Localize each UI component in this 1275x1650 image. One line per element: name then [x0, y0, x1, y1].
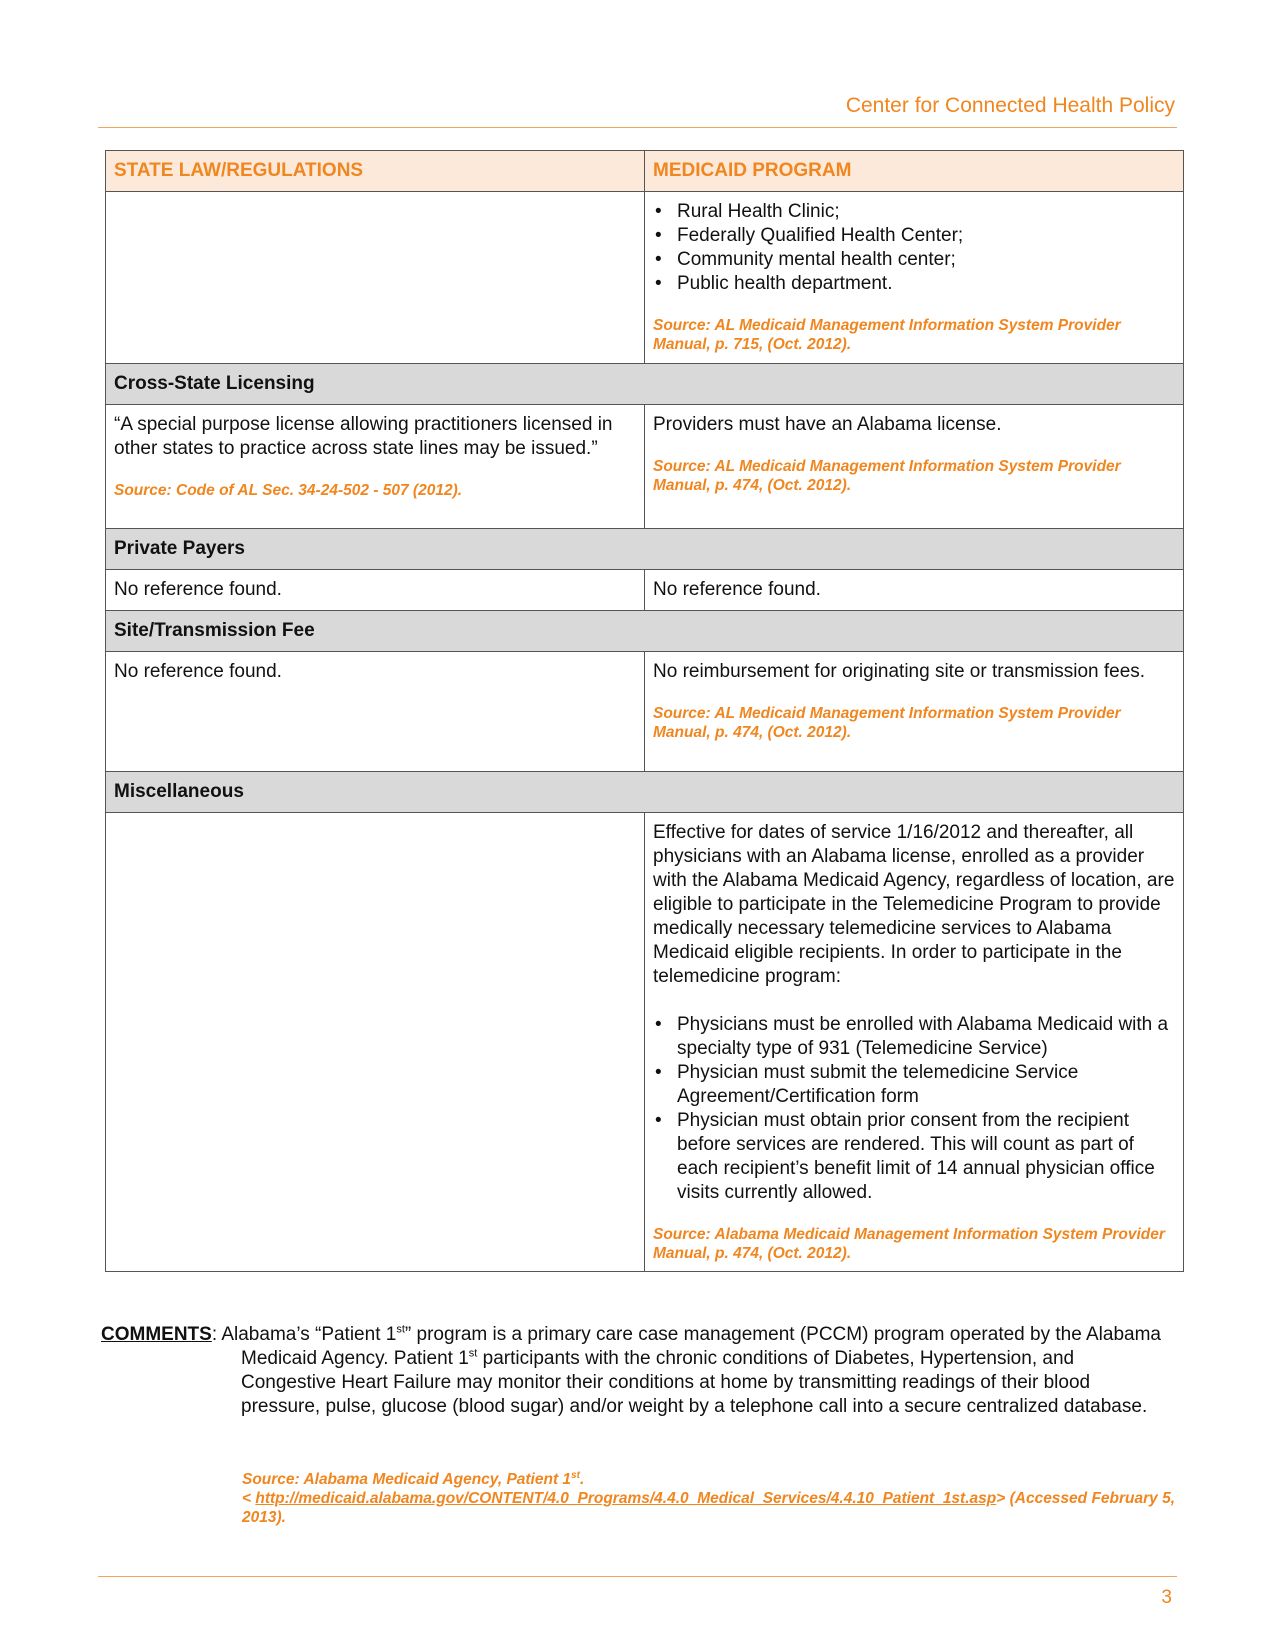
empty-cell [106, 813, 645, 1272]
section-header-row [106, 772, 1184, 813]
source-text: < [242, 1490, 256, 1507]
section-header-row [106, 364, 1184, 405]
source-text: > (Accessed February 5, 2013). [242, 1490, 1176, 1526]
list-item: • Physicians must be enrolled with Alabama Medicaid with a specialty type of 931 (Telemedicine Service) [677, 1013, 1175, 1061]
list-item: • Community mental health center; [677, 248, 1175, 272]
source-link[interactable]: http://medicaid.alabama.gov/CONTENT/4.0_Programs/4.4.0_Medical_Services/4.4.10_Patient_1st.asp [255, 1490, 997, 1507]
footer-divider [98, 1576, 1177, 1577]
cell-text: “A special purpose license allowing practitioners licensed in other states to practice across state lines may be issued.” [114, 414, 613, 459]
section-title-cross-state-licensing: Cross-State Licensing [106, 364, 1184, 405]
medicaid-cell [645, 570, 1184, 611]
superscript: st [571, 1469, 580, 1481]
comments-text: participants with the chronic conditions of Diabetes, Hypertension, and Congestive Heart Failure may monitor their conditions at home by transmitting readings of their blood pressure, pulse, glucose (blood sugar) and/or weight by a telephone call into a secure centralized database. [241, 1348, 1148, 1417]
table-row [106, 192, 1184, 364]
list-item: • Physician must submit the telemedicine Service Agreement/Certification form [677, 1061, 1175, 1109]
list-item: • Public health department. [677, 272, 1175, 296]
medicaid-cell [645, 405, 1184, 529]
comments-label: COMMENTS [101, 1324, 212, 1345]
source-citation: Source: AL Medicaid Management Information System Provider Manual, p. 474, (Oct. 2012). [653, 458, 1121, 494]
list-item: • Rural Health Clinic; [677, 200, 1175, 224]
column-header-medicaid: MEDICAID PROGRAM [645, 151, 1184, 192]
list-item: • Physician must obtain prior consent from the recipient before services are rendered. This will count as part of each recipient’s benefit limit of 14 annual physician office visits currently allowed. [677, 1109, 1175, 1205]
table-header-row [106, 151, 1184, 192]
section-title-site-transmission-fee: Site/Transmission Fee [106, 611, 1184, 652]
comments-colon: : [211, 1324, 222, 1345]
section-header-row [106, 611, 1184, 652]
cell-text: No reference found. [114, 661, 282, 682]
telehealth-policy-table [105, 150, 1184, 1272]
cell-text: Providers must have an Alabama license. [653, 414, 1002, 435]
section-header-row [106, 529, 1184, 570]
medicaid-cell [645, 192, 1184, 364]
source-text: Source: Alabama Medicaid Agency, Patient 1 [242, 1471, 572, 1488]
superscript: st [396, 1323, 405, 1336]
requirements-list [653, 1013, 1175, 1205]
section-title-private-payers: Private Payers [106, 529, 1184, 570]
medicaid-cell [645, 652, 1184, 772]
column-header-state-law: STATE LAW/REGULATIONS [106, 151, 645, 192]
source-citation: Source: AL Medicaid Management Information System Provider Manual, p. 474, (Oct. 2012). [653, 705, 1121, 741]
comments-body [101, 1323, 1171, 1419]
comments-text: ” program is a primary care case management (PCCM) program operated by the Alabama Medicaid Agency. Patient 1 [241, 1324, 1161, 1369]
table-row [106, 570, 1184, 611]
state-law-cell [106, 405, 645, 529]
comments-section [101, 1323, 1171, 1419]
header-divider [98, 127, 1177, 128]
medicaid-cell [645, 813, 1184, 1272]
cell-text: No reimbursement for originating site or transmission fees. [653, 661, 1146, 682]
table-row [106, 652, 1184, 772]
state-law-cell [106, 570, 645, 611]
comments-text: Alabama’s “Patient 1 [221, 1324, 397, 1345]
superscript: st [468, 1347, 478, 1360]
table-row [106, 813, 1184, 1272]
page-number: 3 [1161, 1587, 1172, 1608]
cell-text: Effective for dates of service 1/16/2012 and thereafter, all physicians with an Alabama license, enrolled as a provider with the Alabama Medicaid Agency, regardless of location, are eligible to participate in the Telemedicine Program to provide medically necessary telemedicine services to Alabama Medicaid eligible recipients. In order to participate in the telemedicine program: [653, 822, 1175, 987]
table-row [106, 405, 1184, 529]
empty-cell [106, 192, 645, 364]
cell-text: No reference found. [114, 579, 282, 600]
cell-text: No reference found. [653, 579, 821, 600]
site-list [653, 200, 1175, 296]
source-citation: Source: Alabama Medicaid Management Information System Provider Manual, p. 474, (Oct. 2012). [653, 1226, 1165, 1262]
header-title: Center for Connected Health Policy [845, 94, 1175, 117]
source-citation: Source: Code of AL Sec. 34-24-502 - 507 (2012). [114, 482, 463, 499]
list-item: • Federally Qualified Health Center; [677, 224, 1175, 248]
comments-source [242, 1470, 1182, 1527]
source-citation: Source: AL Medicaid Management Information System Provider Manual, p. 715, (Oct. 2012). [653, 317, 1121, 353]
section-title-miscellaneous: Miscellaneous [106, 772, 1184, 813]
state-law-cell [106, 652, 645, 772]
source-text: . [579, 1471, 585, 1488]
